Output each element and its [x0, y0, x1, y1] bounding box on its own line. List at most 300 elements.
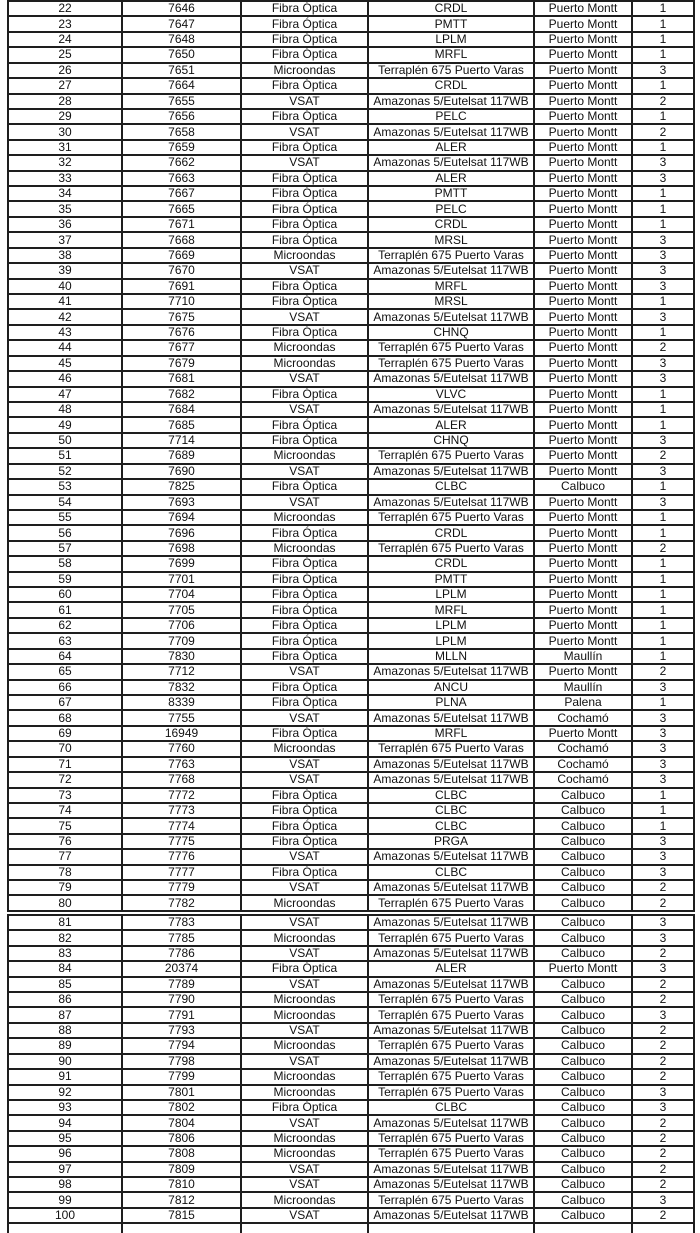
table-row	[7, 509, 695, 526]
cell-row-number: 86	[9, 993, 123, 1006]
cell-site-id: 7779	[123, 881, 242, 894]
cell-commune: Puerto Montt	[535, 511, 633, 524]
cell-link-name: CRDL	[369, 2, 535, 15]
table-row	[7, 756, 695, 773]
cell-commune: Puerto Montt	[535, 341, 633, 354]
cell-row-number: 47	[9, 388, 123, 401]
cell-commune: Puerto Montt	[535, 264, 633, 277]
cell-link-name: PELC	[369, 202, 535, 215]
cell-level: 3	[659, 1193, 667, 1207]
cell-technology: Fibra Óptica	[242, 789, 369, 802]
cell-level: 3	[659, 372, 667, 386]
cell-commune: Calbuco	[535, 881, 633, 894]
cell-link-name: Amazonas 5/Eutelsat 117WB	[369, 1178, 535, 1191]
cell-commune: Calbuco	[535, 866, 633, 879]
table-row	[7, 991, 695, 1008]
table-row	[7, 540, 695, 557]
cell-link-name: Amazonas 5/Eutelsat 117WB	[369, 916, 535, 929]
cell-site-id: 7691	[123, 280, 242, 293]
cell-link-name: Amazonas 5/Eutelsat 117WB	[369, 947, 535, 960]
cell-technology: Fibra Óptica	[242, 573, 369, 586]
cell-site-id: 7776	[123, 850, 242, 863]
cell-link-name: Amazonas 5/Eutelsat 117WB	[369, 1024, 535, 1037]
cell-commune: Cochamó	[535, 758, 633, 771]
cell-site-id: 7668	[123, 233, 242, 246]
cell-row-number: 33	[9, 172, 123, 185]
cell-link-name: CLBC	[369, 866, 535, 879]
table-row	[7, 1161, 695, 1178]
cell-technology: Fibra Óptica	[242, 588, 369, 601]
cell-row-number: 93	[9, 1101, 123, 1114]
cell-level: 2	[659, 1208, 667, 1223]
cell-technology: Microondas	[242, 249, 369, 262]
table-row	[7, 231, 695, 248]
cell-site-id: 7809	[123, 1163, 242, 1176]
cell-technology: VSAT	[242, 665, 369, 678]
cell-level: 2	[659, 946, 667, 960]
table-row	[7, 185, 695, 202]
cell-link-name: ANCU	[369, 681, 535, 694]
table-row	[7, 524, 695, 541]
cell-level: 2	[659, 125, 667, 139]
cell-link-name: Amazonas 5/Eutelsat 117WB	[369, 496, 535, 509]
cell-site-id: 7676	[123, 326, 242, 339]
cell-technology: Fibra Óptica	[242, 603, 369, 616]
cell-commune: Puerto Montt	[535, 280, 633, 293]
table-row	[7, 1114, 695, 1131]
cell-technology: Fibra Óptica	[242, 202, 369, 215]
cell-technology: Fibra Óptica	[242, 79, 369, 92]
cell-technology: Microondas	[242, 993, 369, 1006]
cell-row-number: 76	[9, 835, 123, 848]
table-row	[7, 216, 695, 233]
table-row	[7, 725, 695, 742]
cell-row-number: 75	[9, 819, 123, 832]
cell-link-name: CLBC	[369, 480, 535, 493]
cell-commune: Calbuco	[535, 1055, 633, 1068]
cell-link-name: Terraplén 675 Puerto Varas	[369, 357, 535, 370]
cell-site-id: 7789	[123, 978, 242, 991]
cell-technology: Microondas	[242, 511, 369, 524]
cell-link-name: Amazonas 5/Eutelsat 117WB	[369, 372, 535, 385]
cell-site-id: 7689	[123, 449, 242, 462]
cell-row-number: 38	[9, 249, 123, 262]
cell-row-number: 22	[9, 2, 123, 15]
cell-site-id: 7830	[123, 650, 242, 663]
cell-technology: Fibra Óptica	[242, 526, 369, 539]
cell-site-id: 7663	[123, 172, 242, 185]
table-row	[7, 324, 695, 341]
cell-row-number: 56	[9, 526, 123, 539]
cell-link-name: MRFL	[369, 727, 535, 740]
cell-level: 3	[659, 931, 667, 945]
cell-site-id: 7694	[123, 511, 242, 524]
cell-level: 3	[659, 757, 667, 771]
table-row	[7, 170, 695, 187]
cell-technology: VSAT	[242, 372, 369, 385]
cell-link-name: CLBC	[369, 819, 535, 832]
cell-site-id: 7664	[123, 79, 242, 92]
cell-technology: Microondas	[242, 357, 369, 370]
cell-row-number: 34	[9, 187, 123, 200]
cell-technology: Microondas	[242, 1070, 369, 1083]
cell-technology: VSAT	[242, 264, 369, 277]
cell-level: 3	[659, 310, 667, 324]
table-row	[7, 894, 695, 911]
cell-link-name: Amazonas 5/Eutelsat 117WB	[369, 665, 535, 678]
table-row	[7, 960, 695, 977]
cell-row-number: 65	[9, 665, 123, 678]
cell-row-number: 84	[9, 962, 123, 975]
cell-link-name: Terraplén 675 Puerto Varas	[369, 1039, 535, 1052]
table-row	[7, 648, 695, 665]
table-row	[7, 586, 695, 603]
cell-level: 1	[659, 295, 667, 309]
cell-commune: Calbuco	[535, 480, 633, 493]
cell-technology: Microondas	[242, 64, 369, 77]
table-row	[7, 740, 695, 757]
cell-row-number: 85	[9, 978, 123, 991]
cell-link-name: VLVC	[369, 388, 535, 401]
table-row	[7, 1130, 695, 1147]
cell-technology: Fibra Óptica	[242, 681, 369, 694]
cell-site-id: 7799	[123, 1070, 242, 1083]
cell-row-number: 63	[9, 634, 123, 647]
cell-link-name: Amazonas 5/Eutelsat 117WB	[369, 773, 535, 786]
cell-commune: Calbuco	[535, 1178, 633, 1191]
cell-site-id: 7693	[123, 496, 242, 509]
cell-technology: Fibra Óptica	[242, 280, 369, 293]
cell-commune: Puerto Montt	[535, 434, 633, 447]
cell-technology: VSAT	[242, 758, 369, 771]
cell-level: 1	[659, 418, 667, 432]
table-row	[7, 15, 695, 32]
cell-site-id: 7704	[123, 588, 242, 601]
cell-commune: Calbuco	[535, 1132, 633, 1145]
cell-technology: Fibra Óptica	[242, 634, 369, 647]
table-row	[7, 262, 695, 279]
cell-site-id: 7675	[123, 310, 242, 323]
cell-link-name: Amazonas 5/Eutelsat 117WB	[369, 156, 535, 169]
cell-link-name: Amazonas 5/Eutelsat 117WB	[369, 978, 535, 991]
cell-level: 1	[659, 634, 667, 648]
cell-site-id: 7684	[123, 403, 242, 416]
cell-commune: Calbuco	[535, 835, 633, 848]
cell-link-name: Terraplén 675 Puerto Varas	[369, 1070, 535, 1083]
cell-link-name: CHNQ	[369, 326, 535, 339]
cell-level: 3	[659, 1100, 667, 1115]
cell-level: 2	[659, 665, 667, 679]
table-row	[7, 879, 695, 896]
cell-level	[633, 1224, 693, 1233]
table-row	[7, 1145, 695, 1162]
cell-row-number: 91	[9, 1070, 123, 1083]
cell-link-name: Amazonas 5/Eutelsat 117WB	[369, 310, 535, 323]
cell-technology: VSAT	[242, 978, 369, 991]
cell-level: 2	[659, 1070, 667, 1084]
cell-technology: Microondas	[242, 1147, 369, 1160]
table-row	[7, 0, 695, 17]
cell-commune: Cochamó	[535, 711, 633, 724]
cell-site-id: 7706	[123, 619, 242, 632]
cell-link-name: ALER	[369, 172, 535, 185]
cell-row-number: 32	[9, 156, 123, 169]
cell-link-name: CHNQ	[369, 434, 535, 447]
cell-site-id: 7775	[123, 835, 242, 848]
table-row	[7, 694, 695, 711]
cell-commune: Calbuco	[535, 1086, 633, 1099]
cell-technology: VSAT	[242, 95, 369, 108]
cell-row-number: 51	[9, 449, 123, 462]
cell-row-number: 74	[9, 804, 123, 817]
table-row	[7, 370, 695, 387]
cell-technology: Fibra Óptica	[242, 1101, 369, 1114]
cell-site-id: 7669	[123, 249, 242, 262]
cell-site-id: 8339	[123, 696, 242, 709]
cell-technology: VSAT	[242, 881, 369, 894]
cell-row-number	[9, 1224, 123, 1233]
cell-technology: Fibra Óptica	[242, 480, 369, 493]
cell-row-number: 42	[9, 310, 123, 323]
cell-commune: Puerto Montt	[535, 557, 633, 570]
cell-technology: Fibra Óptica	[242, 2, 369, 15]
cell-link-name: Amazonas 5/Eutelsat 117WB	[369, 881, 535, 894]
table-row	[7, 463, 695, 480]
cell-technology: Fibra Óptica	[242, 33, 369, 46]
table-row	[7, 663, 695, 680]
cell-technology: Fibra Óptica	[242, 218, 369, 231]
cell-commune: Puerto Montt	[535, 727, 633, 740]
cell-commune: Calbuco	[535, 789, 633, 802]
cell-site-id: 7793	[123, 1024, 242, 1037]
cell-site-id: 7772	[123, 789, 242, 802]
cell-commune: Calbuco	[535, 1070, 633, 1083]
cell-level: 2	[659, 1023, 667, 1038]
cell-commune: Calbuco	[535, 1116, 633, 1129]
cell-site-id: 7812	[123, 1193, 242, 1206]
cell-link-name: Terraplén 675 Puerto Varas	[369, 449, 535, 462]
cell-level: 2	[659, 541, 667, 555]
cell-row-number: 89	[9, 1039, 123, 1052]
table-row	[7, 200, 695, 217]
cell-level: 1	[659, 480, 667, 494]
table-row	[7, 62, 695, 79]
cell-site-id: 7709	[123, 634, 242, 647]
cell-row-number: 100	[9, 1209, 123, 1222]
cell-link-name: Amazonas 5/Eutelsat 117WB	[369, 758, 535, 771]
cell-row-number: 55	[9, 511, 123, 524]
cell-level: 2	[659, 993, 667, 1007]
table-row	[7, 1207, 695, 1224]
table-row	[7, 447, 695, 464]
cell-row-number: 52	[9, 465, 123, 478]
cell-technology: Fibra Óptica	[242, 172, 369, 185]
cell-commune: Puerto Montt	[535, 156, 633, 169]
cell-row-number: 98	[9, 1178, 123, 1191]
cell-technology: Fibra Óptica	[242, 696, 369, 709]
cell-row-number: 81	[9, 916, 123, 929]
sites-table	[7, 0, 695, 1233]
cell-technology: Microondas	[242, 1008, 369, 1021]
cell-link-name: LPLM	[369, 634, 535, 647]
cell-commune: Puerto Montt	[535, 95, 633, 108]
cell-technology: Fibra Óptica	[242, 17, 369, 30]
table-row	[7, 976, 695, 993]
cell-link-name: Terraplén 675 Puerto Varas	[369, 1008, 535, 1021]
cell-level: 2	[659, 1162, 667, 1176]
cell-commune: Calbuco	[535, 931, 633, 944]
cell-row-number: 95	[9, 1132, 123, 1145]
cell-row-number: 27	[9, 79, 123, 92]
cell-level: 2	[659, 881, 667, 895]
cell-site-id: 7681	[123, 372, 242, 385]
cell-commune: Puerto Montt	[535, 326, 633, 339]
cell-commune: Puerto Montt	[535, 218, 633, 231]
table-row	[7, 802, 695, 819]
cell-commune: Puerto Montt	[535, 295, 633, 308]
cell-technology: Microondas	[242, 1193, 369, 1206]
table-row	[7, 679, 695, 696]
cell-link-name: Amazonas 5/Eutelsat 117WB	[369, 403, 535, 416]
cell-level: 1	[659, 187, 667, 201]
cell-commune: Calbuco	[535, 1193, 633, 1206]
cell-link-name: CLBC	[369, 789, 535, 802]
cell-site-id: 7804	[123, 1116, 242, 1129]
cell-level: 2	[659, 1147, 667, 1161]
cell-site-id: 7825	[123, 480, 242, 493]
cell-level: 1	[659, 109, 667, 124]
cell-commune: Puerto Montt	[535, 141, 633, 154]
cell-commune: Puerto Montt	[535, 2, 633, 15]
cell-commune: Puerto Montt	[535, 403, 633, 416]
cell-row-number: 35	[9, 202, 123, 215]
cell-technology: Fibra Óptica	[242, 110, 369, 123]
cell-technology: VSAT	[242, 403, 369, 416]
cell-technology: Fibra Óptica	[242, 866, 369, 879]
cell-row-number: 24	[9, 33, 123, 46]
cell-technology: Fibra Óptica	[242, 650, 369, 663]
cell-commune: Puerto Montt	[535, 573, 633, 586]
cell-level: 3	[659, 680, 667, 694]
cell-commune: Calbuco	[535, 1024, 633, 1037]
cell-technology: Fibra Óptica	[242, 962, 369, 975]
cell-level: 3	[659, 279, 667, 293]
cell-site-id: 7698	[123, 542, 242, 555]
cell-link-name: ALER	[369, 962, 535, 975]
cell-row-number: 64	[9, 650, 123, 663]
cell-link-name: PRGA	[369, 835, 535, 848]
cell-commune	[535, 1224, 633, 1233]
table-row	[7, 1084, 695, 1101]
cell-site-id: 7648	[123, 33, 242, 46]
cell-link-name: MRFL	[369, 603, 535, 616]
cell-commune: Puerto Montt	[535, 110, 633, 123]
cell-commune: Puerto Montt	[535, 603, 633, 616]
cell-commune: Puerto Montt	[535, 17, 633, 30]
cell-link-name: MRSL	[369, 233, 535, 246]
cell-link-name: Terraplén 675 Puerto Varas	[369, 742, 535, 755]
cell-site-id: 7785	[123, 931, 242, 944]
table-row	[7, 108, 695, 125]
cell-level: 2	[659, 1131, 667, 1145]
cell-site-id: 7808	[123, 1147, 242, 1160]
cell-site-id: 7794	[123, 1039, 242, 1052]
table-row	[7, 1176, 695, 1193]
cell-commune: Puerto Montt	[535, 233, 633, 246]
cell-technology: VSAT	[242, 1163, 369, 1176]
cell-level: 2	[659, 1054, 667, 1068]
cell-technology: Fibra Óptica	[242, 141, 369, 154]
cell-site-id: 7763	[123, 758, 242, 771]
cell-level: 1	[659, 695, 667, 710]
cell-technology: Microondas	[242, 1086, 369, 1099]
cell-commune: Puerto Montt	[535, 64, 633, 77]
cell-link-name: Amazonas 5/Eutelsat 117WB	[369, 711, 535, 724]
cell-level: 3	[659, 464, 667, 478]
cell-row-number: 71	[9, 758, 123, 771]
cell-link-name: Terraplén 675 Puerto Varas	[369, 1147, 535, 1160]
table-row	[7, 308, 695, 325]
table-row	[7, 139, 695, 156]
cell-technology: Fibra Óptica	[242, 619, 369, 632]
cell-commune: Calbuco	[535, 993, 633, 1006]
table-row	[7, 632, 695, 649]
table-row	[7, 1037, 695, 1054]
cell-link-name: Terraplén 675 Puerto Varas	[369, 341, 535, 354]
cell-site-id: 7665	[123, 202, 242, 215]
cell-level: 2	[659, 1116, 667, 1130]
table-row	[7, 601, 695, 618]
cell-level: 2	[659, 1178, 667, 1192]
cell-level: 1	[659, 217, 667, 232]
cell-level: 3	[659, 742, 667, 756]
cell-level: 3	[659, 63, 667, 77]
cell-row-number: 78	[9, 866, 123, 879]
cell-site-id: 7790	[123, 993, 242, 1006]
cell-commune: Puerto Montt	[535, 588, 633, 601]
cell-row-number: 44	[9, 341, 123, 354]
cell-commune: Puerto Montt	[535, 79, 633, 92]
cell-link-name: Terraplén 675 Puerto Varas	[369, 1086, 535, 1099]
cell-link-name: Amazonas 5/Eutelsat 117WB	[369, 850, 535, 863]
cell-technology: Microondas	[242, 1132, 369, 1145]
cell-link-name: CRDL	[369, 526, 535, 539]
cell-link-name: ALER	[369, 418, 535, 431]
cell-technology: VSAT	[242, 496, 369, 509]
table-row	[7, 339, 695, 356]
cell-link-name: Amazonas 5/Eutelsat 117WB	[369, 1116, 535, 1129]
cell-site-id: 7806	[123, 1132, 242, 1145]
cell-site-id: 7656	[123, 110, 242, 123]
cell-link-name: Terraplén 675 Puerto Varas	[369, 993, 535, 1006]
cell-level: 2	[659, 896, 667, 910]
cell-technology: Fibra Óptica	[242, 418, 369, 431]
cell-level: 1	[659, 526, 667, 540]
cell-level: 3	[659, 156, 667, 170]
cell-link-name: Terraplén 675 Puerto Varas	[369, 896, 535, 909]
cell-commune: Puerto Montt	[535, 526, 633, 539]
cell-row-number: 49	[9, 418, 123, 431]
cell-level: 1	[659, 557, 667, 571]
table-row	[7, 945, 695, 962]
cell-level: 3	[659, 356, 667, 370]
cell-site-id: 7662	[123, 156, 242, 169]
cell-level: 1	[659, 202, 667, 216]
table-row	[7, 709, 695, 726]
cell-site-id: 7773	[123, 804, 242, 817]
table-row	[7, 494, 695, 511]
cell-site-id: 7659	[123, 141, 242, 154]
